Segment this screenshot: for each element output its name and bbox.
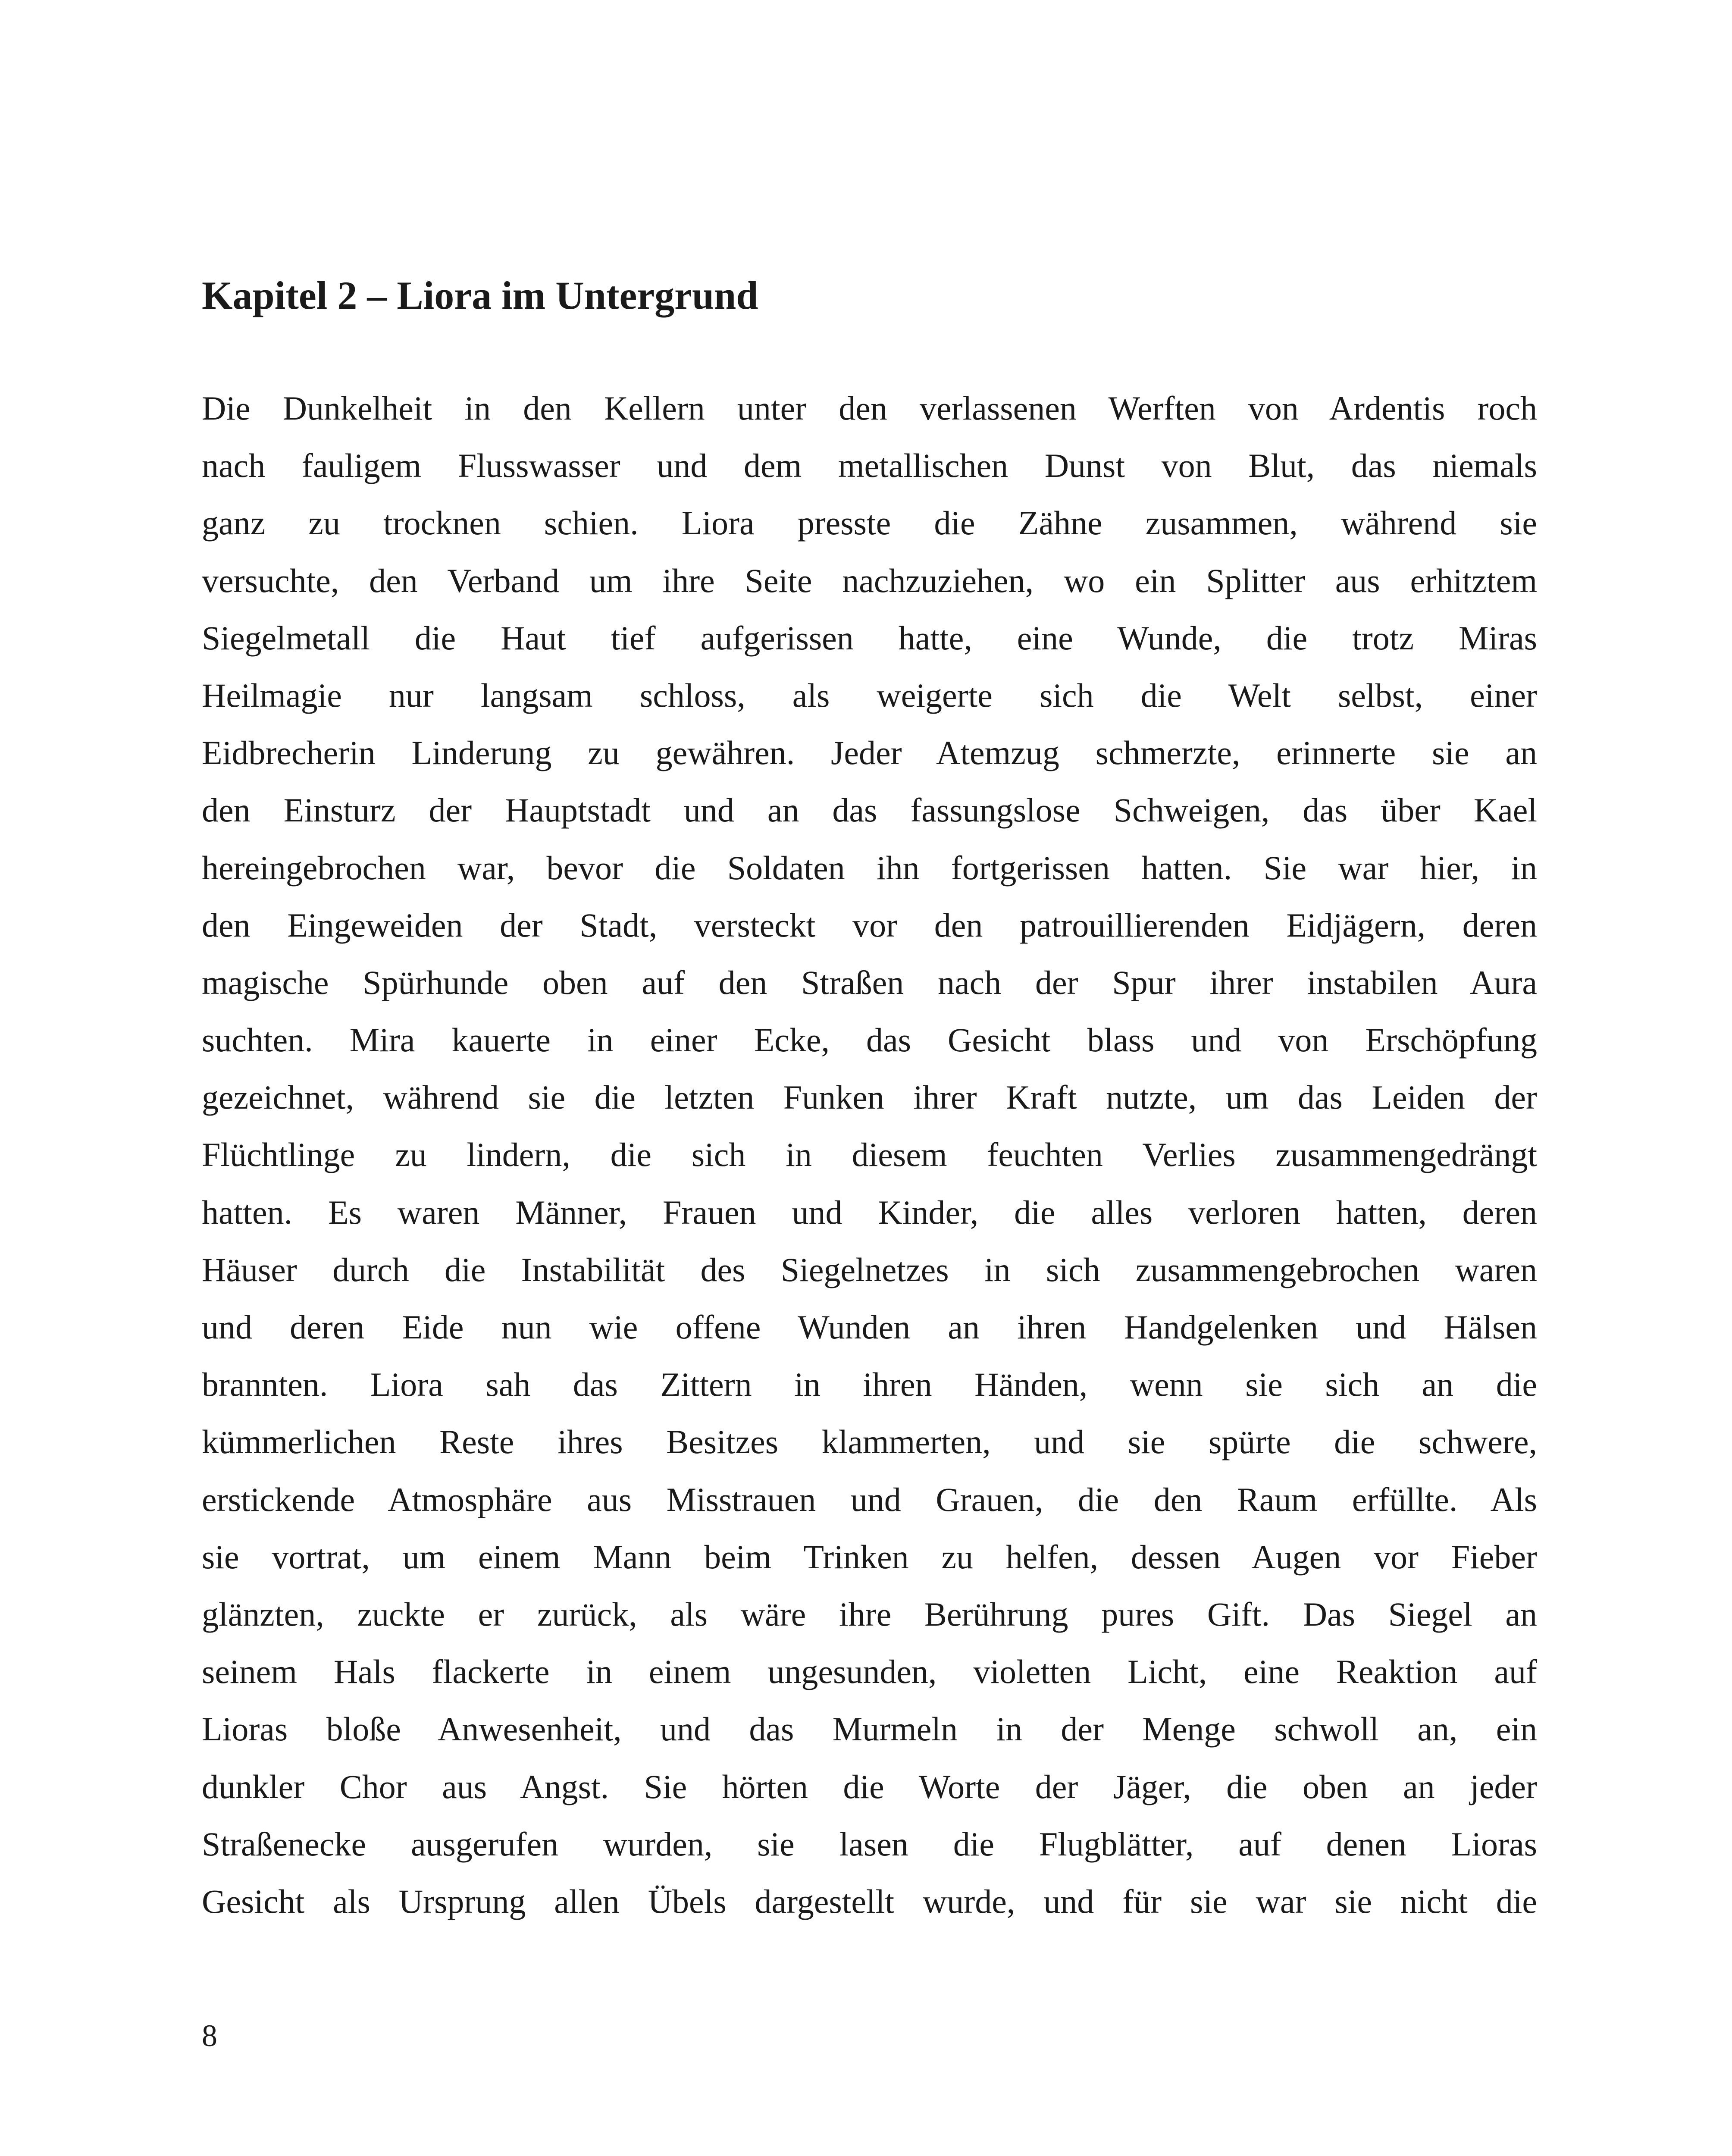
text-line: den Eingeweiden der Stadt, versteckt vor den patrouillierenden Eidjägern, deren xyxy=(202,906,1537,944)
text-line: Siegelmetall die Haut tief aufgerissen hatte, eine Wunde, die trotz Miras xyxy=(202,619,1537,657)
text-line: hereingebrochen war, bevor die Soldaten ihn fortgerissen hatten. Sie war hier, in xyxy=(202,849,1537,887)
text-line: brannten. Liora sah das Zittern in ihren Händen, wenn sie sich an die xyxy=(202,1366,1537,1404)
text-line: glänzten, zuckte er zurück, als wäre ihre Berührung pures Gift. Das Siegel an xyxy=(202,1595,1537,1633)
text-line: seinem Hals flackerte in einem ungesunden, violetten Licht, eine Reaktion auf xyxy=(202,1653,1537,1691)
text-line: hatten. Es waren Männer, Frauen und Kinder, die alles verloren hatten, deren xyxy=(202,1193,1537,1231)
text-line: kümmerlichen Reste ihres Besitzes klammerten, und sie spürte die schwere, xyxy=(202,1423,1537,1461)
text-line: Die Dunkelheit in den Kellern unter den verlassenen Werften von Ardentis roch xyxy=(202,389,1537,427)
text-line: suchten. Mira kauerte in einer Ecke, das Gesicht blass und von Erschöpfung xyxy=(202,1021,1537,1059)
text-line: Straßenecke ausgerufen wurden, sie lasen die Flugblätter, auf denen Lioras xyxy=(202,1825,1537,1863)
text-line: sie vortrat, um einem Mann beim Trinken zu helfen, dessen Augen vor Fieber xyxy=(202,1538,1537,1576)
text-line: und deren Eide nun wie offene Wunden an ihren Handgelenken und Hälsen xyxy=(202,1308,1537,1346)
text-line: den Einsturz der Hauptstadt und an das fassungslose Schweigen, das über Kael xyxy=(202,791,1537,829)
body-paragraph xyxy=(202,379,1537,1930)
chapter-title: Kapitel 2 – Liora im Untergrund xyxy=(202,273,758,317)
text-line: ganz zu trocknen schien. Liora presste die Zähne zusammen, während sie xyxy=(202,504,1537,542)
text-line: magische Spürhunde oben auf den Straßen nach der Spur ihrer instabilen Aura xyxy=(202,963,1537,1001)
text-line: nach fauligem Flusswasser und dem metallischen Dunst von Blut, das niemals xyxy=(202,447,1537,485)
text-line: gezeichnet, während sie die letzten Funken ihrer Kraft nutzte, um das Leiden der xyxy=(202,1078,1537,1116)
text-line: Heilmagie nur langsam schloss, als weigerte sich die Welt selbst, einer xyxy=(202,676,1537,714)
text-line: Flüchtlinge zu lindern, die sich in diesem feuchten Verlies zusammengedrängt xyxy=(202,1136,1537,1174)
text-line: erstickende Atmosphäre aus Misstrauen und Grauen, die den Raum erfüllte. Als xyxy=(202,1480,1537,1518)
text-line: Häuser durch die Instabilität des Siegelnetzes in sich zusammengebrochen waren xyxy=(202,1250,1537,1288)
text-line: versuchte, den Verband um ihre Seite nachzuziehen, wo ein Splitter aus erhitztem xyxy=(202,561,1537,599)
text-line: Lioras bloße Anwesenheit, und das Murmeln in der Menge schwoll an, ein xyxy=(202,1710,1537,1748)
text-line: dunkler Chor aus Angst. Sie hörten die Worte der Jäger, die oben an jeder xyxy=(202,1767,1537,1805)
page-number: 8 xyxy=(202,2018,217,2053)
text-line: Gesicht als Ursprung allen Übels dargestellt wurde, und für sie war sie nicht die xyxy=(202,1882,1537,1920)
text-line: Eidbrecherin Linderung zu gewähren. Jeder Atemzug schmerzte, erinnerte sie an xyxy=(202,734,1537,772)
